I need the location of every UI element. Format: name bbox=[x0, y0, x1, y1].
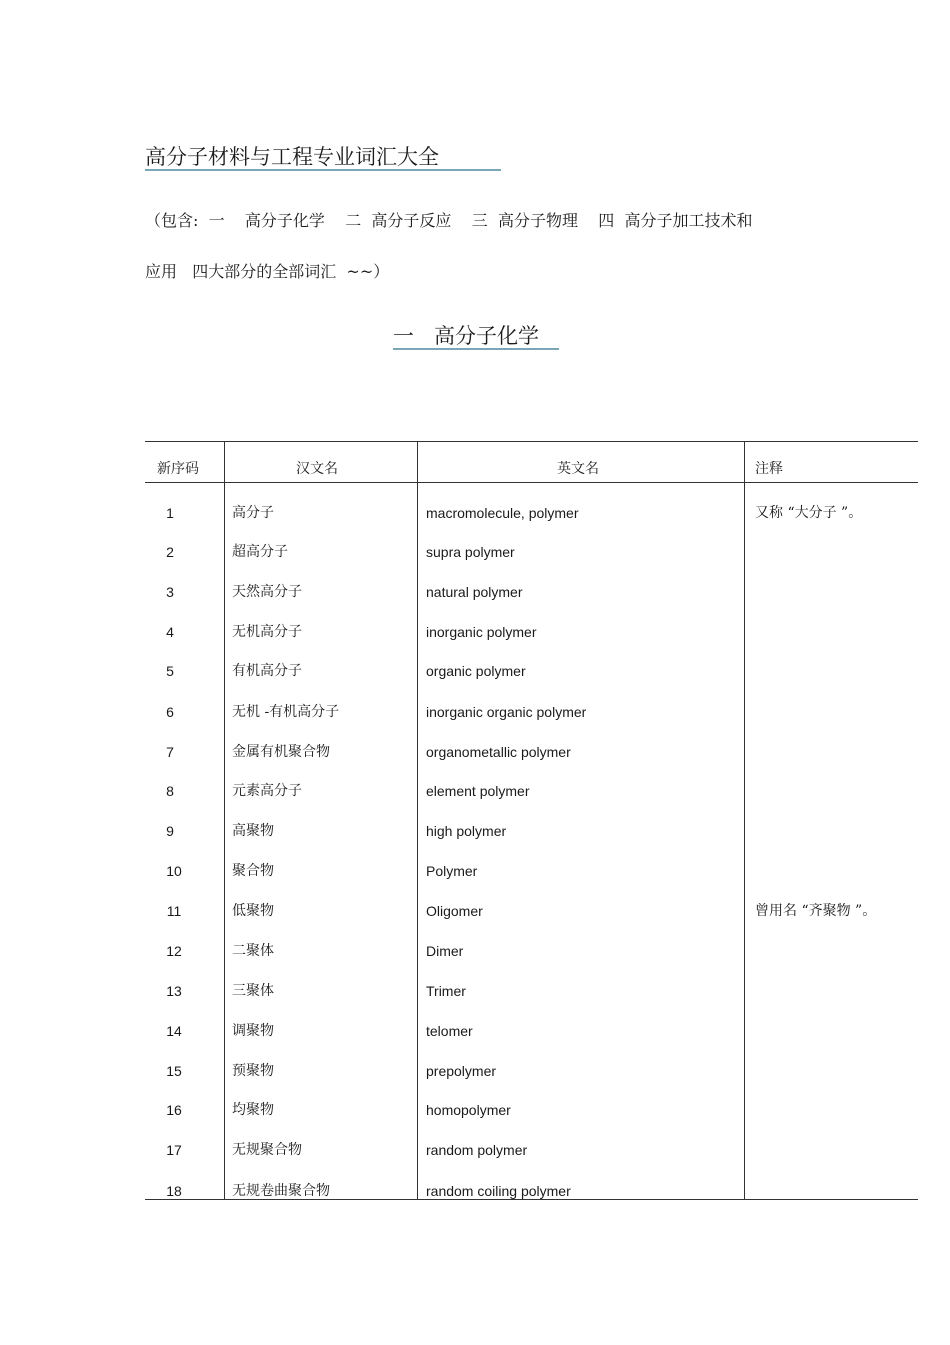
row-english-name: telomer bbox=[426, 1023, 473, 1039]
row-english-name: organic polymer bbox=[426, 663, 526, 679]
row-english-name: Dimer bbox=[426, 943, 464, 959]
row-chinese-name: 有机高分子 bbox=[232, 663, 302, 679]
header-number: 新序码 bbox=[157, 461, 199, 477]
row-note: 又称 “大分子 ”。 bbox=[755, 505, 863, 521]
header-english-name: 英文名 bbox=[557, 461, 599, 477]
row-chinese-name: 无机高分子 bbox=[232, 624, 302, 640]
row-english-name: Polymer bbox=[426, 863, 478, 879]
row-english-name: natural polymer bbox=[426, 584, 523, 600]
row-english-name: homopolymer bbox=[426, 1102, 511, 1118]
row-number: 8 bbox=[166, 783, 174, 799]
row-number: 5 bbox=[166, 663, 174, 679]
row-number: 17 bbox=[166, 1142, 182, 1158]
row-chinese-name: 调聚物 bbox=[232, 1023, 274, 1039]
row-number: 2 bbox=[166, 544, 174, 560]
row-chinese-name: 低聚物 bbox=[232, 903, 274, 919]
row-number: 6 bbox=[166, 704, 174, 720]
row-english-name: Oligomer bbox=[426, 903, 483, 919]
column-divider bbox=[224, 442, 225, 1199]
row-number: 15 bbox=[166, 1063, 182, 1079]
row-number: 3 bbox=[166, 584, 174, 600]
document-title: 高分子材料与工程专业词汇大全 bbox=[145, 145, 439, 169]
row-english-name: Trimer bbox=[426, 983, 466, 999]
intro-line-2: 应用 四大部分的全部词汇 ~~） bbox=[145, 262, 390, 281]
row-number: 14 bbox=[166, 1023, 182, 1039]
row-chinese-name: 二聚体 bbox=[232, 943, 274, 959]
title-underline bbox=[145, 169, 501, 171]
row-english-name: prepolymer bbox=[426, 1063, 497, 1079]
header-chinese-name: 汉文名 bbox=[296, 461, 338, 477]
row-english-name: supra polymer bbox=[426, 544, 515, 560]
row-number: 7 bbox=[166, 744, 174, 760]
row-english-name: inorganic organic polymer bbox=[426, 704, 587, 720]
row-english-name: random coiling polymer bbox=[426, 1183, 571, 1199]
row-chinese-name: 天然高分子 bbox=[232, 584, 302, 600]
row-english-name: random polymer bbox=[426, 1142, 528, 1158]
row-chinese-name: 无机 -有机高分子 bbox=[232, 704, 340, 720]
row-number: 16 bbox=[166, 1102, 182, 1118]
row-english-name: macromolecule, polymer bbox=[426, 505, 579, 521]
section-title: 一 高分子化学 bbox=[393, 324, 540, 348]
row-number: 1 bbox=[166, 505, 174, 521]
row-number: 18 bbox=[166, 1183, 182, 1199]
section-title-underline bbox=[393, 348, 559, 350]
row-chinese-name: 高聚物 bbox=[232, 823, 274, 839]
row-english-name: element polymer bbox=[426, 783, 530, 799]
vocabulary-table bbox=[145, 441, 918, 1200]
row-chinese-name: 无规聚合物 bbox=[232, 1142, 302, 1158]
row-number: 9 bbox=[166, 823, 174, 839]
row-number: 10 bbox=[166, 863, 182, 879]
row-english-name: high polymer bbox=[426, 823, 507, 839]
row-number: 4 bbox=[166, 624, 174, 640]
column-divider bbox=[417, 442, 418, 1199]
row-english-name: inorganic polymer bbox=[426, 624, 537, 640]
row-note: 曾用名 “齐聚物 ”。 bbox=[755, 903, 877, 919]
row-chinese-name: 无规卷曲聚合物 bbox=[232, 1183, 330, 1199]
row-number: 11 bbox=[166, 903, 182, 919]
header-note: 注释 bbox=[755, 461, 783, 477]
row-chinese-name: 三聚体 bbox=[232, 983, 274, 999]
row-chinese-name: 高分子 bbox=[232, 505, 274, 521]
header-divider bbox=[145, 482, 918, 483]
row-chinese-name: 元素高分子 bbox=[232, 783, 302, 799]
row-chinese-name: 金属有机聚合物 bbox=[232, 744, 330, 760]
row-chinese-name: 均聚物 bbox=[232, 1102, 274, 1118]
row-chinese-name: 超高分子 bbox=[232, 544, 288, 560]
intro-line-1: （包含: 一 高分子化学 二 高分子反应 三 高分子物理 四 高分子加工技术和 bbox=[145, 211, 753, 230]
row-chinese-name: 聚合物 bbox=[232, 863, 274, 879]
row-number: 12 bbox=[166, 943, 182, 959]
row-number: 13 bbox=[166, 983, 182, 999]
row-chinese-name: 预聚物 bbox=[232, 1063, 274, 1079]
column-divider bbox=[744, 442, 745, 1199]
row-english-name: organometallic polymer bbox=[426, 744, 571, 760]
